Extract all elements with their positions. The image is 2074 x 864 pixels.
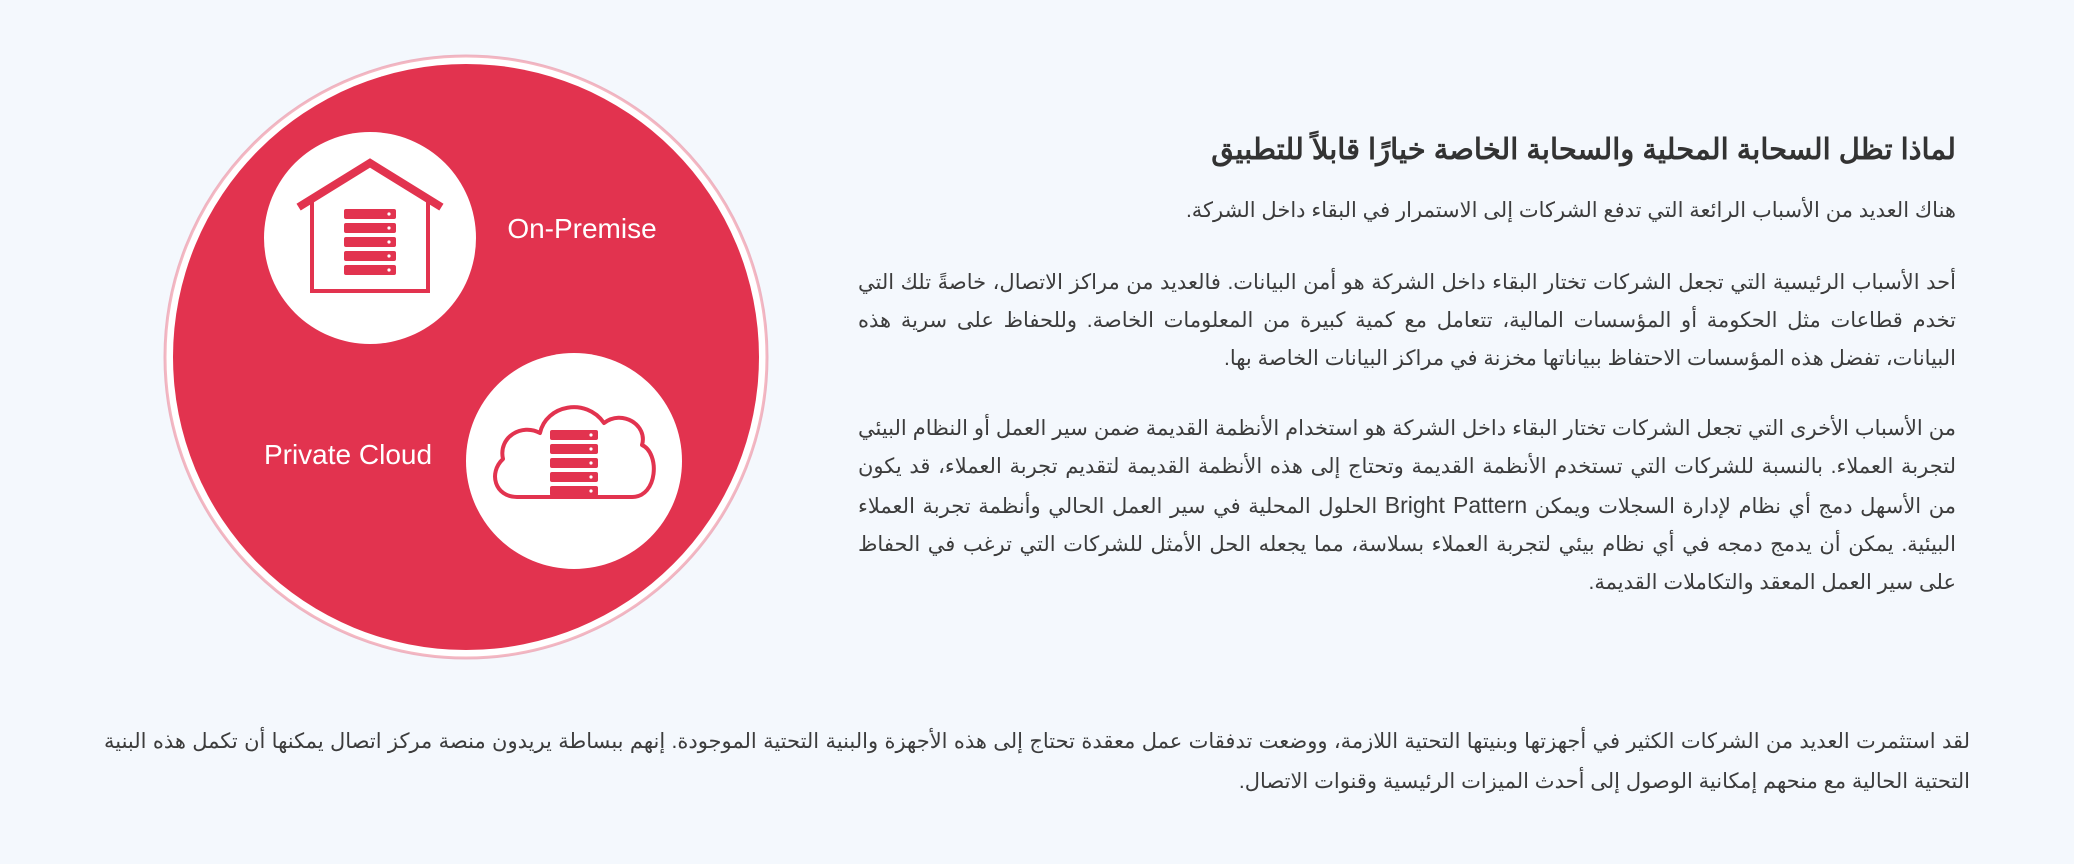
on-premise-label: On-Premise <box>507 213 657 244</box>
intro-paragraph: هناك العديد من الأسباب الرائعة التي تدفع الشركات إلى الاستمرار في البقاء داخل الشركة. <box>1185 198 1956 222</box>
section-title: لماذا تظل السحابة المحلية والسحابة الخاصة خيارًا قابلاً للتطبيق <box>1211 134 1956 166</box>
legacy-systems-paragraph <box>858 410 1956 602</box>
brand-name: Bright Pattern <box>1384 491 1528 518</box>
legacy-text-start: من الأسباب الأخرى التي تجعل الشركات تختار البقاء داخل الشركة هو استخدام الأنظمة القديمة ضمن سير العمل أو النظام البيئي لتجربة العملاء. بالنسبة للشركات التي تستخدم الأنظمة القديمة وتحتاج إلى هذه الأنظمة القديمة لتقديم تجربة العملاء، قد يكون من الأسهل دمج أي نظام لإدارة السجلات ويمكن <box>858 416 1956 518</box>
infrastructure-paragraph: لقد استثمرت العديد من الشركات الكثير في أجهزتها وبنيتها التحتية اللازمة، ووضعت تدفقات عمل معقدة تحتاج إلى هذه الأجهزة والبنية التحتية الموجودة. إنهم ببساطة يريدون منصة مركز اتصال يمكنها أن تكمل هذه البنية التحتية الحالية مع منحهم إمكانية الوصول إلى أحدث الميزات الرئيسية وقنوات الاتصال. <box>104 730 1970 793</box>
red-disk <box>173 64 759 650</box>
why-on-premise-section <box>858 132 1956 634</box>
legacy-text-end: الحلول المحلية في سير العمل الحالي وأنظمة تجربة العملاء البيئية. يمكن أن يدمج دمجه في أي نظام بيئي لتجربة العملاء بسلاسة، مما يجعله الحل الأمثل للشركات التي ترغب في الحفاظ على سير العمل المعقد والتكاملات القديمة. <box>858 494 1957 594</box>
security-paragraph: أحد الأسباب الرئيسية التي تجعل الشركات تختار البقاء داخل الشركة هو أمن البيانات. فالعديد من مراكز الاتصال، خاصةً تلك التي تخدم قطاعات مثل الحكومة أو المؤسسات المالية، تتعامل مع كمية كبيرة من المعلومات الخاصة. وللحفاظ على سرية هذه البيانات، تفضل هذه المؤسسات الاحتفاظ ببياناتها مخزنة في مراكز البيانات الخاصة بها. <box>858 270 1956 370</box>
private-cloud-label: Private Cloud <box>263 439 433 470</box>
hosting-options-illustration <box>160 53 772 661</box>
